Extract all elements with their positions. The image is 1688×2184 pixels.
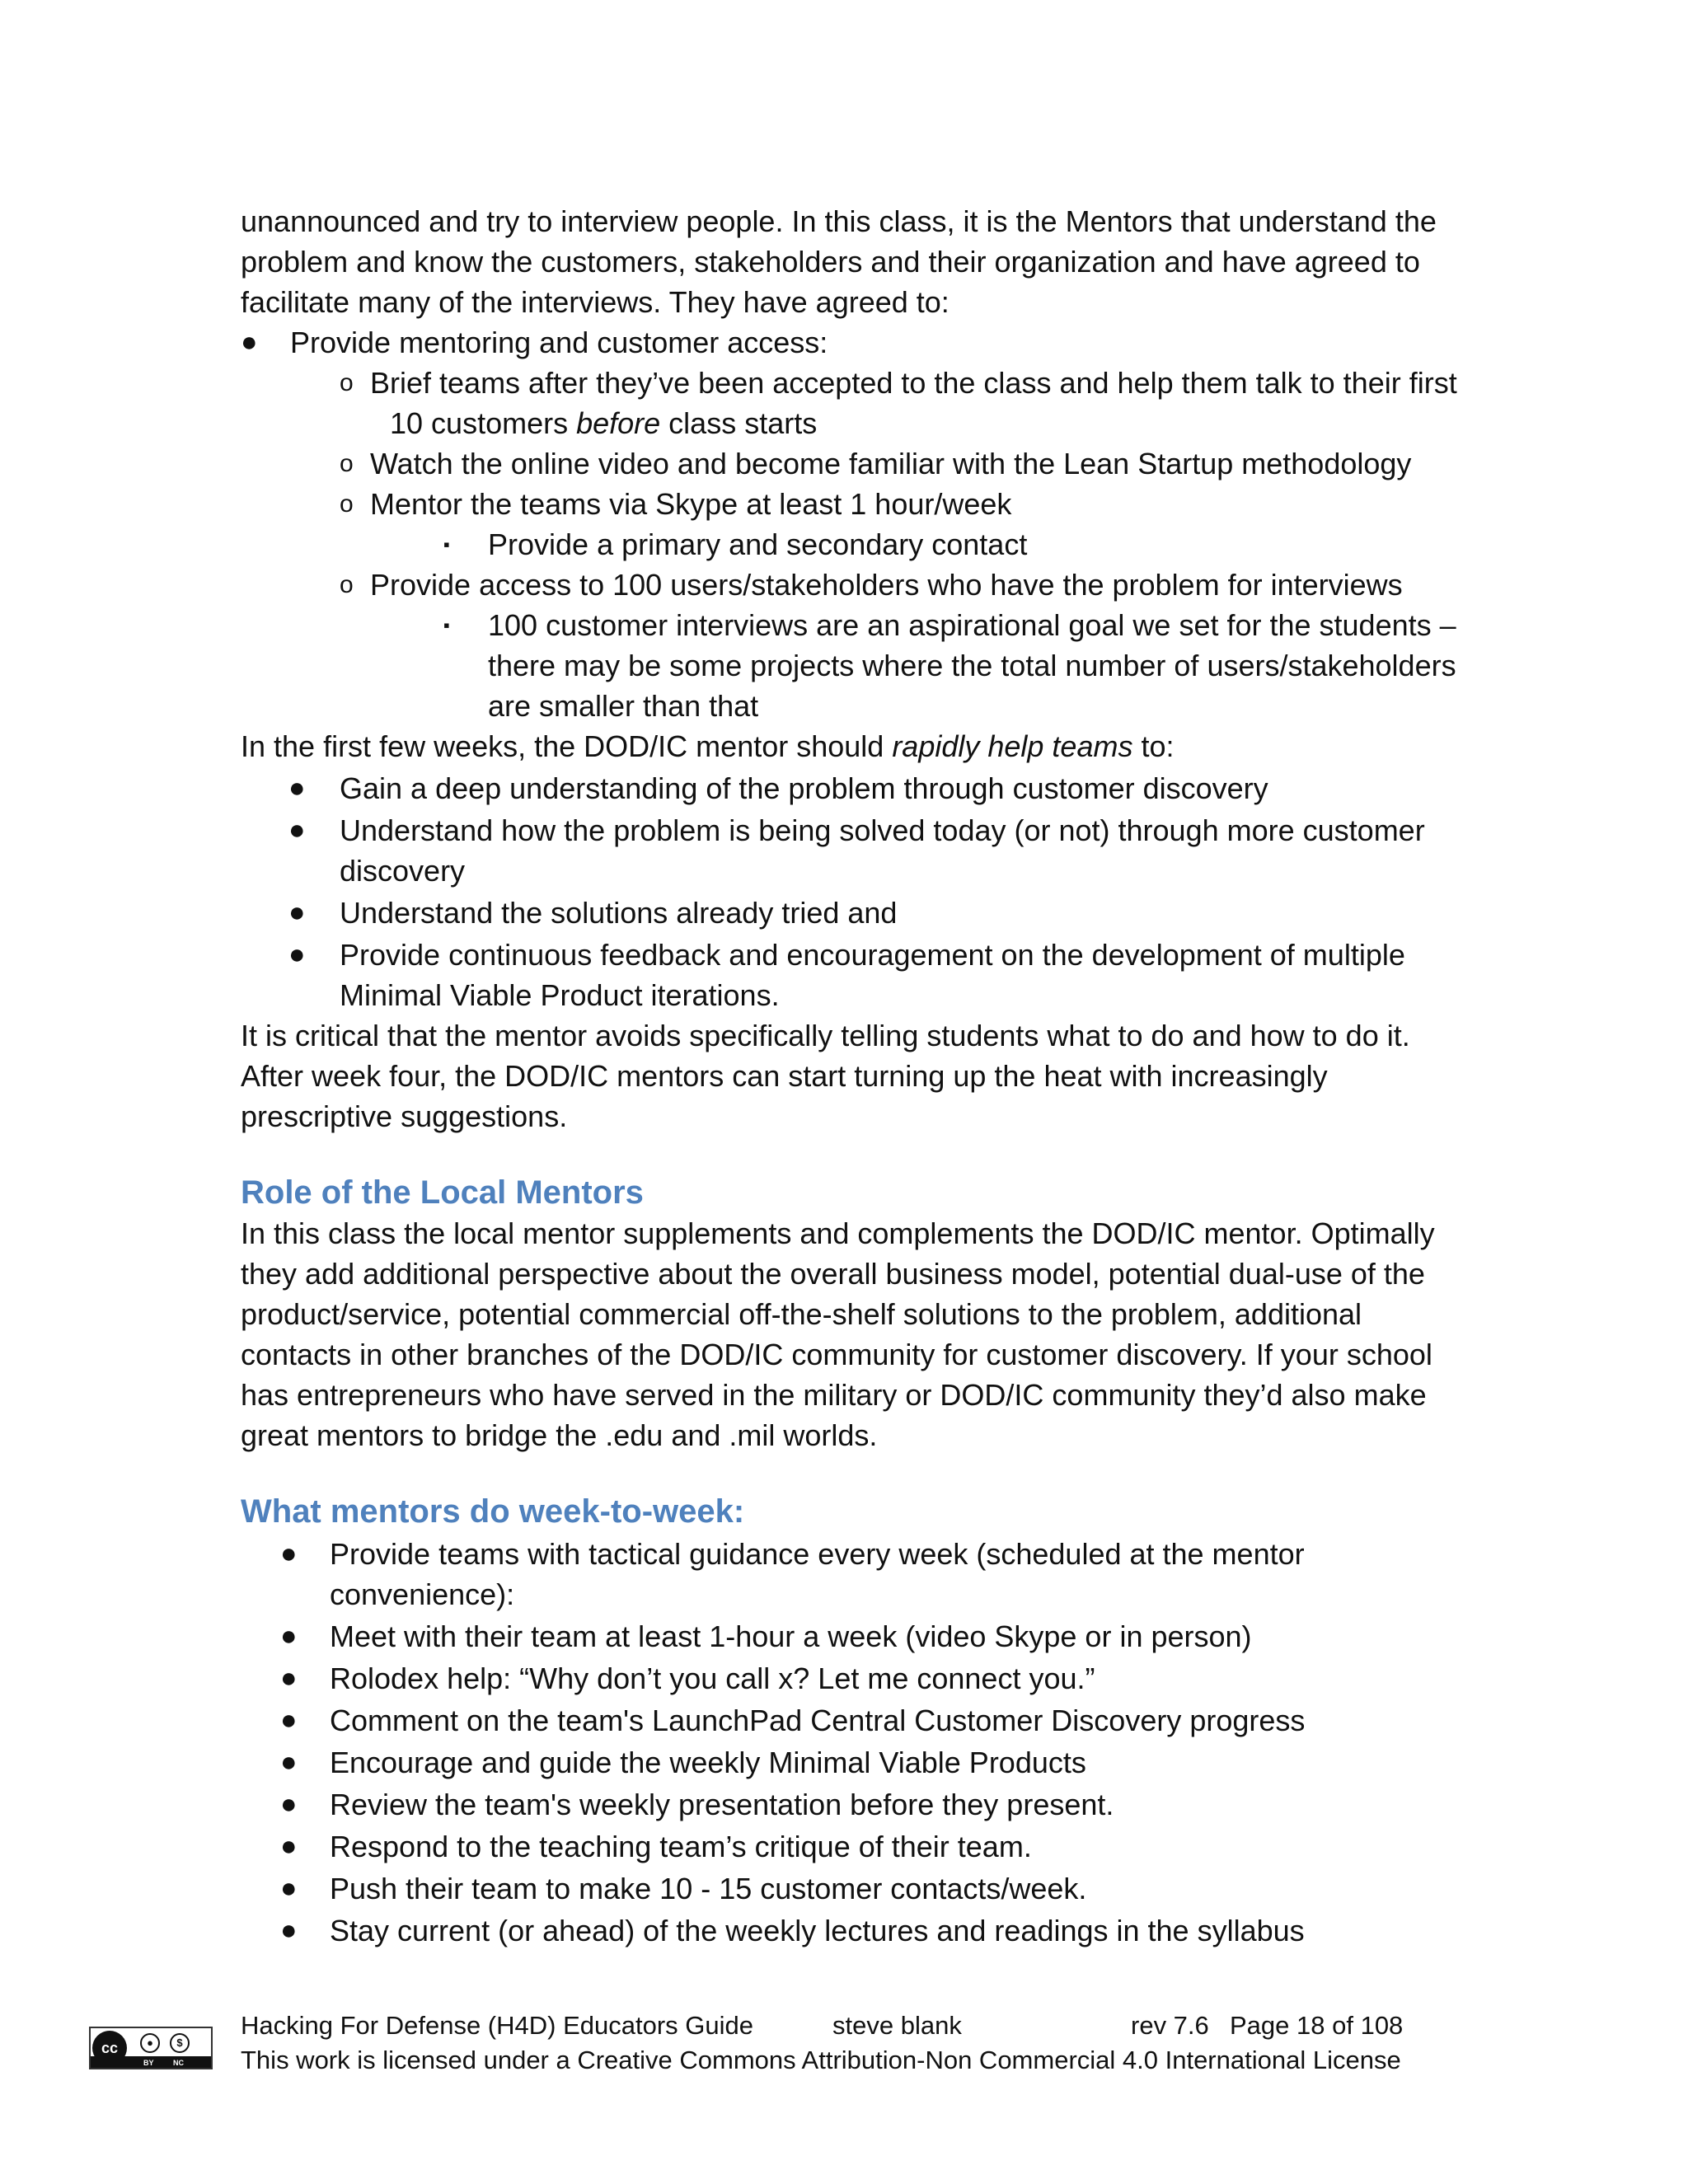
footer-author: steve blank <box>832 2011 962 2040</box>
sub-item-online-video: o Watch the online video and become familiar with the Lean Startup methodology <box>241 443 1477 484</box>
section-heading-week-to-week: What mentors do week-to-week: <box>241 1493 745 1530</box>
list-item: ● Encourage and guide the weekly Minimal Viable Products <box>241 1742 1477 1783</box>
footer-license: This work is licensed under a Creative Commons Attribution-Non Commercial 4.0 International License <box>241 2046 1401 2074</box>
bullet-icon: ● <box>241 326 258 358</box>
list-item: ● Stay current (or ahead) of the weekly lectures and readings in the syllabus <box>241 1910 1477 1951</box>
circle-bullet-icon: o <box>340 571 354 598</box>
person-icon: ● <box>140 2033 160 2053</box>
section-heading-local-mentors: Role of the Local Mentors <box>241 1174 644 1211</box>
list-item: ● Comment on the team's LaunchPad Central Customer Discovery progress <box>241 1700 1477 1741</box>
sub-item-skype-mentoring: o Mentor the teams via Skype at least 1 hour/week <box>241 484 1477 524</box>
bullet-icon: ● <box>280 1915 298 1946</box>
bullet-icon: ● <box>280 1872 298 1904</box>
footer-title: Hacking For Defense (H4D) Educators Guide <box>241 2011 753 2040</box>
list-item: ● Gain a deep understanding of the problem through customer discovery <box>241 768 1477 808</box>
sub-sub-item-interview-goal: ▪ 100 customer interviews are an aspirational goal we set for the students – there may be some projects where the total number of users/stakeholders are smaller than that <box>241 605 1477 726</box>
circle-bullet-icon: o <box>340 450 354 477</box>
first-weeks-lead: In the first few weeks, the DOD/IC mentor should rapidly help teams to: <box>241 729 1175 763</box>
footer-revision: rev 7.6 <box>1131 2011 1209 2040</box>
creative-commons-badge <box>89 2027 213 2069</box>
agreed-list <box>241 322 1477 726</box>
sub-item-user-access: o Provide access to 100 users/stakeholders who have the problem for interviews <box>241 565 1477 605</box>
bullet-icon: ● <box>280 1704 298 1736</box>
cc-logo-icon: cc <box>92 2031 127 2065</box>
square-bullet-icon: ▪ <box>443 534 450 555</box>
local-mentors-paragraph: In this class the local mentor supplements and complements the DOD/IC mentor. Optimally they add additional perspective about the overall business model, potential dual-use of the product/service, potential commercial off-the-shelf solutions to the problem, additional contacts in other branches of the DOD/IC community for customer discovery. If your school has entrepreneurs who have served in the military or DOD/IC community they’d also make great mentors to bridge the .edu and .mil worlds. <box>241 1216 1435 1452</box>
page-content <box>241 201 1477 1951</box>
no-dollar-icon: $ <box>170 2033 190 2053</box>
intro-paragraph: unannounced and try to interview people. In this class, it is the Mentors that understand the problem and know the customers, stakeholders and their organization and have agreed to facilitate many of the interviews. They have agreed to: <box>241 204 1437 319</box>
bullet-icon: ● <box>280 1788 298 1820</box>
list-item: ● Provide teams with tactical guidance every week (scheduled at the mentor convenience): <box>241 1534 1477 1615</box>
weekly-list <box>241 1534 1477 1951</box>
bullet-icon: ● <box>288 939 306 970</box>
list-item: ● Rolodex help: “Why don’t you call x? Let me connect you.” <box>241 1658 1477 1699</box>
critical-paragraph: It is critical that the mentor avoids specifically telling students what to do and how to do it. After week four, the DOD/IC mentors can start turning up the heat with increasingly prescriptive suggestions. <box>241 1019 1410 1133</box>
circle-bullet-icon: o <box>340 369 354 396</box>
bullet-icon: ● <box>280 1830 298 1862</box>
bullet-icon: ● <box>288 814 306 846</box>
footer-page-number: Page 18 of 108 <box>1230 2011 1404 2040</box>
square-bullet-icon: ▪ <box>443 615 450 635</box>
list-item: ● Meet with their team at least 1-hour a week (video Skype or in person) <box>241 1616 1477 1657</box>
bullet-icon: ● <box>288 772 306 804</box>
sub-item-brief-teams: o Brief teams after they’ve been accepted to the class and help them talk to their first 10 customers before class starts <box>241 363 1477 443</box>
list-item: ● Push their team to make 10 - 15 customer contacts/week. <box>241 1868 1477 1909</box>
circle-bullet-icon: o <box>340 490 354 518</box>
sub-sub-item-contact: ▪ Provide a primary and secondary contact <box>241 524 1477 565</box>
bullet-icon: ● <box>280 1620 298 1652</box>
list-item: ● Understand how the problem is being solved today (or not) through more customer discovery <box>241 810 1477 891</box>
bullet-icon: ● <box>280 1538 298 1569</box>
by-label: BY <box>143 2059 154 2067</box>
list-item-mentoring-access: ● Provide mentoring and customer access: <box>241 322 1477 363</box>
list-item: ● Understand the solutions already tried and <box>241 893 1477 933</box>
list-item: ● Respond to the teaching team’s critique of their team. <box>241 1826 1477 1867</box>
nc-label: NC <box>173 2059 184 2067</box>
bullet-icon: ● <box>280 1746 298 1778</box>
bullet-icon: ● <box>280 1662 298 1694</box>
first-weeks-list <box>241 768 1477 1015</box>
bullet-icon: ● <box>288 897 306 928</box>
footer-row <box>241 2008 1477 2043</box>
page-footer <box>241 2008 1477 2078</box>
badge-strip <box>91 2056 211 2068</box>
list-item: ● Provide continuous feedback and encouragement on the development of multiple Minimal Viable Product iterations. <box>241 935 1477 1015</box>
list-item: ● Review the team's weekly presentation before they present. <box>241 1784 1477 1825</box>
